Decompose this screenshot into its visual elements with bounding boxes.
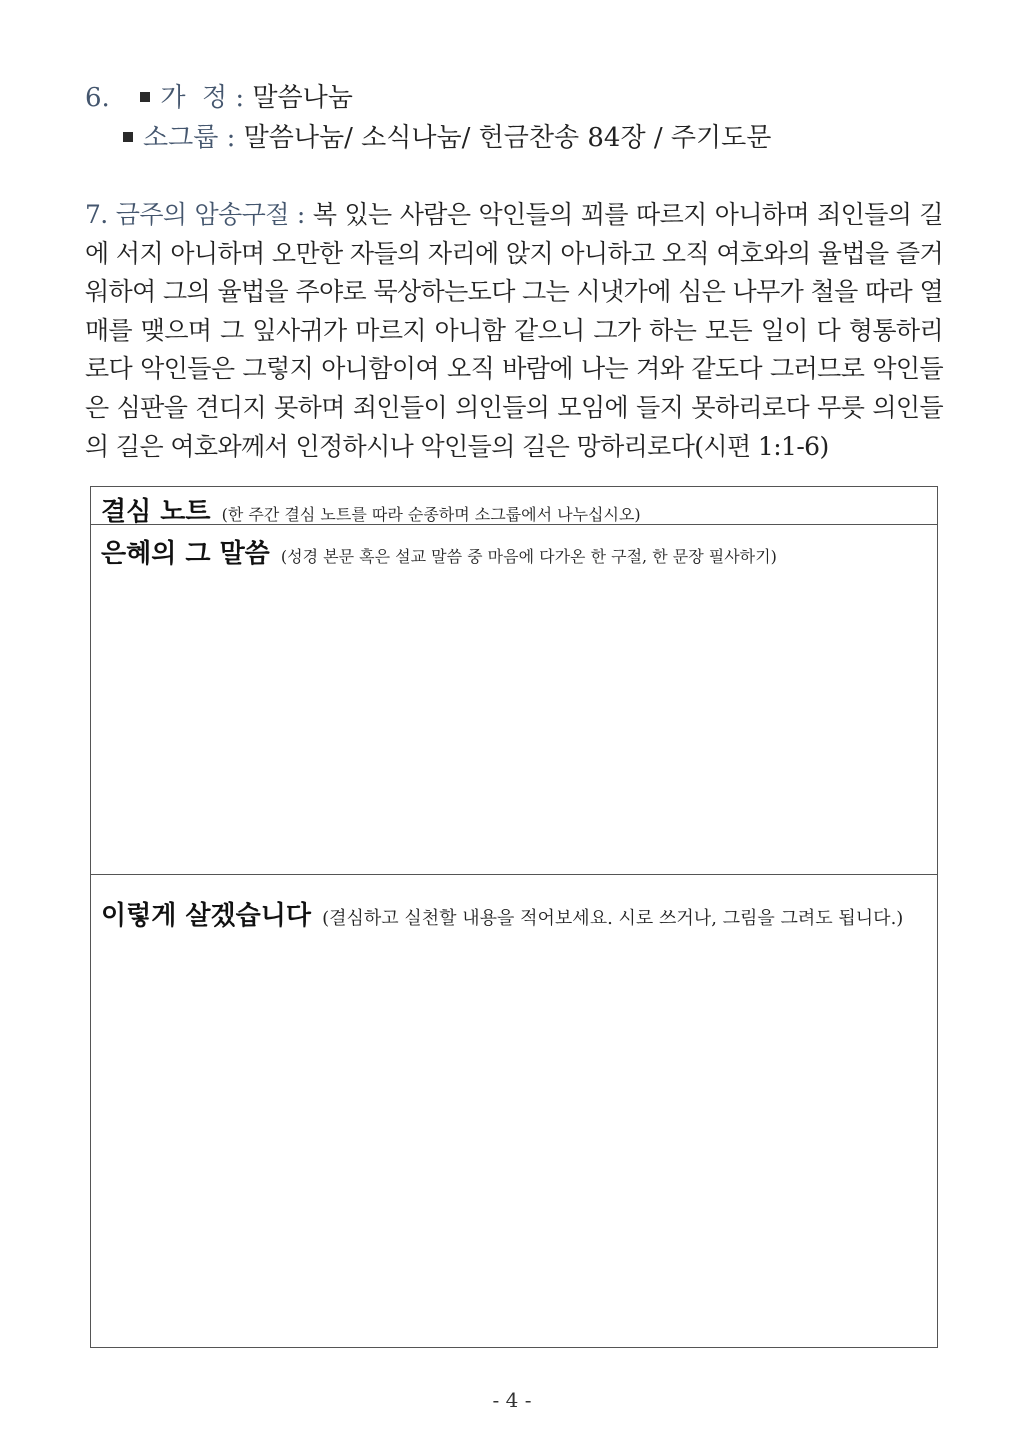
decision-note-header bbox=[91, 487, 937, 525]
memory-verse-paragraph bbox=[85, 196, 943, 466]
decision-note-subtitle: (한 주간 결심 노트를 따라 순종하며 소그룹에서 나누십시오) bbox=[221, 505, 641, 524]
live-plan-title: 이렇게 살겠습니다 bbox=[101, 901, 311, 931]
decision-note-title: 결심 노트 bbox=[101, 497, 211, 527]
item6-family-line bbox=[85, 82, 353, 114]
item6-family-value: 말씀나눔 bbox=[252, 83, 353, 113]
memory-verse-text: 복 있는 사람은 악인들의 꾀를 따르지 아니하며 죄인들의 길에 서지 아니하며 오만한 자들의 자리에 앉지 아니하고 오직 여호와의 율법을 즐거워하여 그의 율법을 주야로 묵상하는도다 그는 시냇가에 심은 나무가 철을 따라 열매를 맺으며 그 잎사귀가 마르지 아니함 같으니 그가 하는 모든 일이 다 형통하리로다 악인들은 그렇지 아니함이여 오직 바람에 나는 겨와 같도다 그러므로 악인들은 심판을 견디지 못하며 죄인들이 의인들의 모임에 들지 못하리로다 무릇 의인들의 길은 여호와께서 인정하시나 악인들의 길은 망하리로다(시편 1:1-6) bbox=[85, 200, 943, 461]
memory-verse-sep: : bbox=[296, 200, 305, 229]
grace-word-section[interactable] bbox=[91, 525, 937, 875]
square-bullet-icon bbox=[123, 132, 133, 142]
live-plan-subtitle: (결심하고 실천할 내용을 적어보세요. 시로 쓰거나, 그림을 그려도 됩니다.) bbox=[322, 908, 904, 929]
grace-word-subtitle: (성경 본문 혹은 설교 말씀 중 마음에 다가온 한 구절, 한 문장 필사하기) bbox=[280, 547, 777, 566]
grace-word-title: 은혜의 그 말씀 bbox=[101, 539, 270, 569]
item6-family-label: 가 정 bbox=[160, 83, 228, 113]
decision-note-box bbox=[90, 486, 938, 1348]
item6-group-sep: : bbox=[226, 123, 236, 153]
item6-family-sep: : bbox=[235, 83, 245, 113]
item6-group-line bbox=[123, 122, 771, 154]
page-number: - 4 - bbox=[492, 1388, 532, 1412]
item6-number: 6. bbox=[85, 83, 110, 113]
item6-group-label: 소그룹 bbox=[143, 123, 219, 153]
live-plan-section[interactable] bbox=[91, 887, 937, 940]
square-bullet-icon bbox=[140, 92, 150, 102]
item6-group-value: 말씀나눔/ 소식나눔/ 헌금찬송 84장 / 주기도문 bbox=[243, 123, 772, 153]
memory-verse-heading: 7. 금주의 암송구절 bbox=[85, 200, 289, 229]
